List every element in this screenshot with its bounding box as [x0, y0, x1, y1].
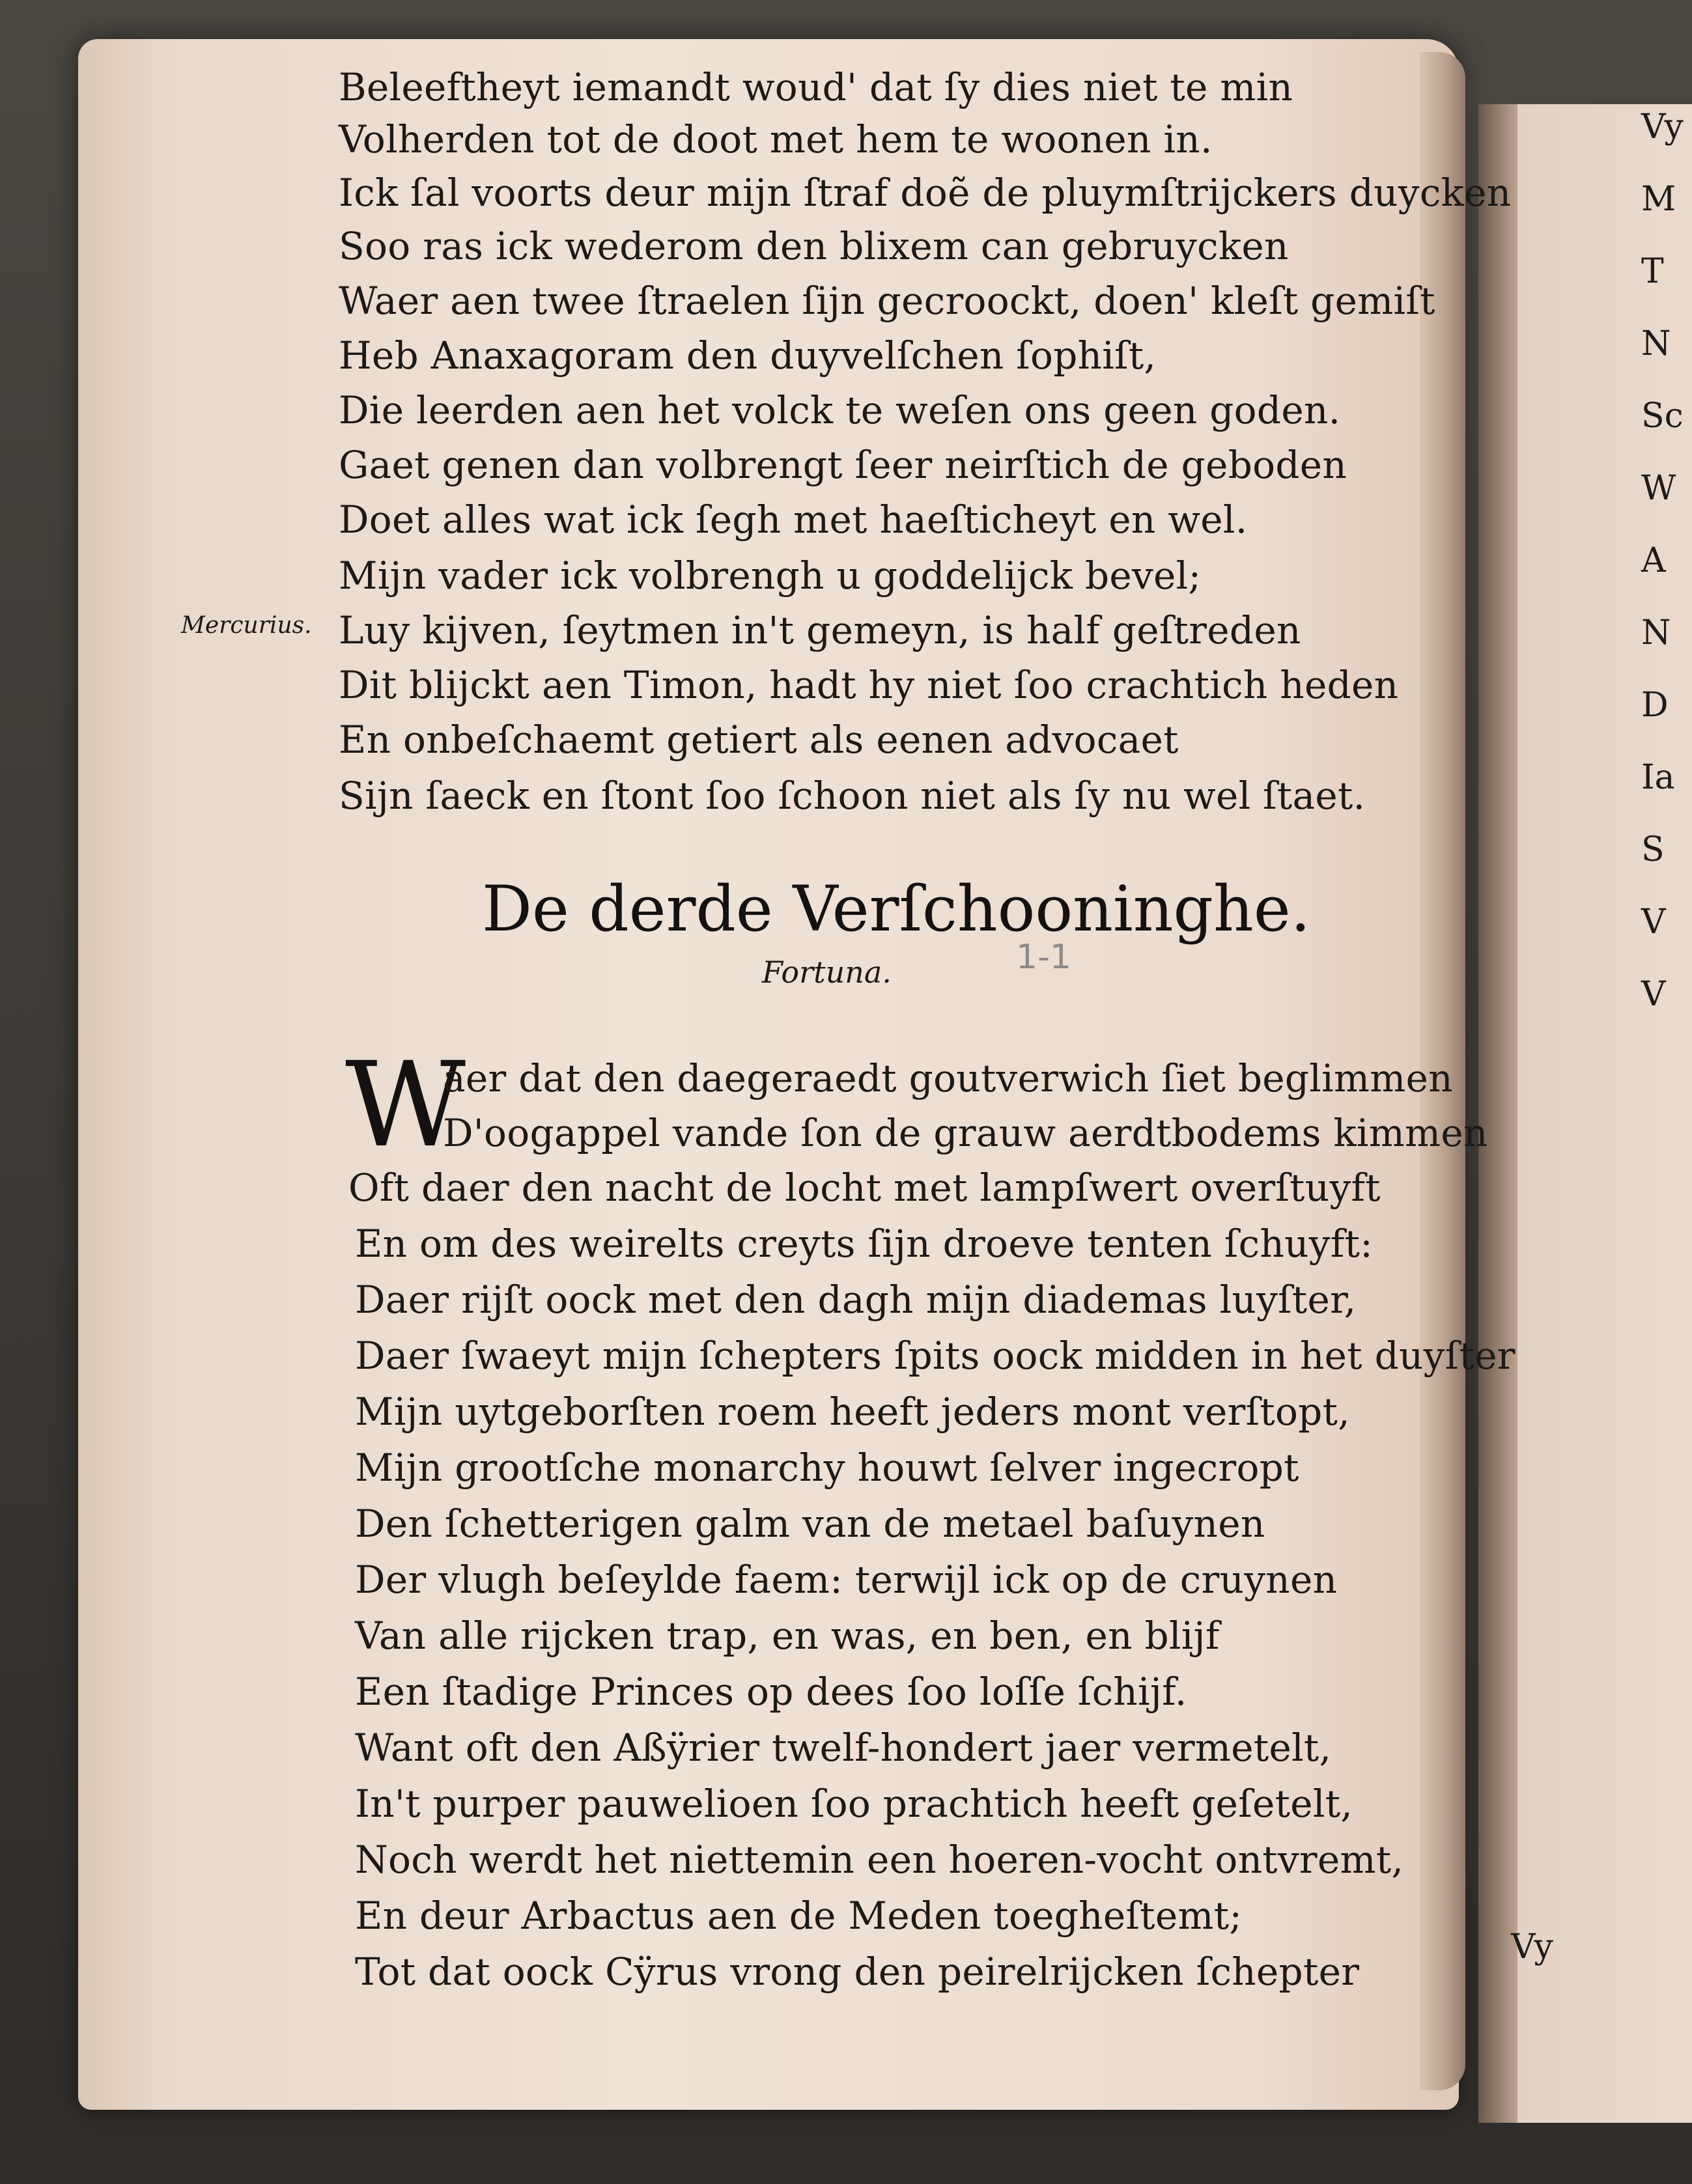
text-line: Waer aen twee ſtraelen ſijn gecroockt, doen' kleſt gemiſt: [339, 279, 1435, 323]
poem-line: En deur Arbactus aen de Meden toegheſtemt;: [355, 1894, 1243, 1938]
poem-line: aer dat den daegeraedt goutverwich ſiet beglimmen: [443, 1056, 1453, 1100]
text-line: Doet alles wat ick ſegh met haeſticheyt en wel.: [339, 497, 1248, 542]
text-line: Luy kijven, ſeytmen in't gemeyn, is half geſtreden: [339, 608, 1301, 652]
drop-cap: W: [345, 1037, 466, 1173]
right-page-text: Vy M T N Sc W A N D Ia S V V: [1641, 107, 1684, 1014]
poem-line: Tot dat oock Cÿrus vrong den peirelrijcken ſchepter: [355, 1950, 1360, 1994]
section-heading: De derde Verſchooninghe.: [482, 873, 1311, 945]
text-line: Gaet genen dan volbrengt ſeer neirſtich de geboden: [339, 443, 1347, 487]
text-line: Heb Anaxagoram den duyvelſchen ſophiſt,: [339, 333, 1157, 378]
poem-line: En om des weirelts creyts ſijn droeve tenten ſchuyft:: [355, 1222, 1374, 1266]
right-page-catchword: Vy: [1511, 1927, 1553, 1967]
text-line: Mijn vader ick volbrengh u goddelijck bevel;: [339, 553, 1202, 598]
text-line: En onbeſchaemt getiert als eenen advocaet: [339, 718, 1179, 762]
poem-line: Daer ſwaeyt mijn ſchepters ſpits oock midden in het duyſter: [355, 1334, 1516, 1378]
text-line: Soo ras ick wederom den blixem can gebruycken: [339, 224, 1289, 268]
text-line: Sijn ſaeck en ſtont ſoo ſchoon niet als ſy nu wel ſtaet.: [339, 774, 1366, 818]
text-line: Volherden tot de doot met hem te woonen in.: [339, 117, 1213, 161]
poem-line: Mijn uytgeborſten roem heeft jeders mont verſtopt,: [355, 1390, 1350, 1434]
marginal-speaker: Mercurius.: [181, 612, 312, 639]
poem-line: D'oogappel vande ſon de grauw aerdtbodems kimmen: [443, 1111, 1488, 1155]
text-line: Die leerden aen het volck te weſen ons geen goden.: [339, 388, 1341, 432]
poem-line: Een ſtadige Princes op dees ſoo loſſe ſchijf.: [355, 1670, 1187, 1714]
poem-line: Oft daer den nacht de locht met lampſwert overſtuyft: [348, 1166, 1381, 1210]
poem-line: In't purper pauwelioen ſoo prachtich heeft geſetelt,: [355, 1782, 1353, 1826]
poem-line: Van alle rijcken trap, en was, en ben, en blijf: [355, 1614, 1220, 1658]
poem-line: Der vlugh beſeylde faem: terwijl ick op de cruynen: [355, 1558, 1338, 1602]
poem-line: Den ſchetterigen galm van de metael baſuynen: [355, 1502, 1265, 1546]
text-line: Ick ſal voorts deur mijn ſtraf doẽ de pluymſtrijckers duycken: [339, 171, 1512, 215]
poem-line: Mijn grootſche monarchy houwt ſelver ingecropt: [355, 1446, 1299, 1490]
text-line: Dit blijckt aen Timon, hadt hy niet ſoo crachtich heden: [339, 663, 1399, 707]
pencil-annotation: 1-1: [1016, 938, 1071, 977]
poem-line: Want oft den Aßÿrier twelf-hondert jaer vermetelt,: [355, 1726, 1332, 1770]
poem-line: Daer rijſt oock met den dagh mijn diademas luyſter,: [355, 1278, 1357, 1322]
text-line: Beleeftheyt iemandt woud' dat ſy dies niet te min: [339, 65, 1293, 109]
poem-line: Noch werdt het niettemin een hoeren-vocht ontvremt,: [355, 1838, 1404, 1882]
speaker-name: Fortuna.: [762, 955, 892, 990]
